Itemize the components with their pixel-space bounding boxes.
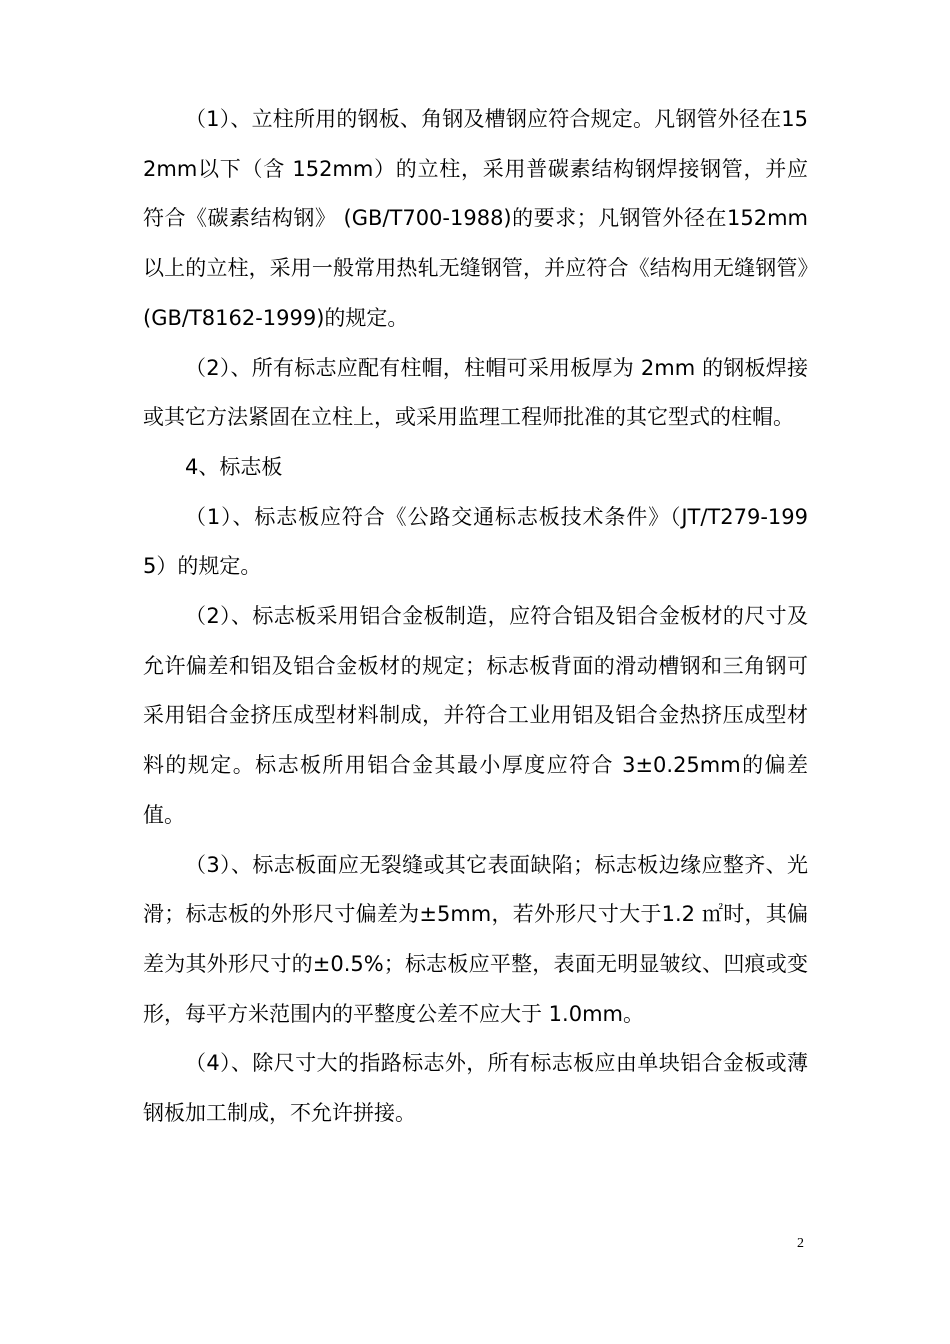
paragraph-column-materials: （1）、立柱所用的钢板、角钢及槽钢应符合规定。凡钢管外径在152mm以下（含 152mm）的立柱，采用普碳素结构钢焊接钢管，并应符合《碳素结构钢》 (GB/T700-1988)的要求；凡钢管外径在152mm 以上的立柱，采用一般常用热轧无缝钢管，并应符合《结构用无缝钢管》(GB/T8162-1999)的规定。: [143, 107, 808, 330]
paragraph-board-surface: （3）、标志板面应无裂缝或其它表面缺陷；标志板边缘应整齐、光滑；标志板的外形尺寸偏差为±5mm，若外形尺寸大于1.2 ㎡时，其偏差为其外形尺寸的±0.5%；标志板应平整，表面无明显皱纹、凹痕或变形，每平方米范围内的平整度公差不应大于 1.0mm。: [143, 852, 808, 1026]
paragraph-board-fabrication: （4）、除尺寸大的指路标志外，所有标志板应由单块铝合金板或薄钢板加工制成，不允许拼接。: [143, 1051, 808, 1126]
paragraph-board-standard: （1）、标志板应符合《公路交通标志板技术条件》（JT/T279-1995）的规定。: [143, 504, 808, 579]
page-number: 2: [797, 1236, 804, 1251]
paragraph-board-material: （2）、标志板采用铝合金板制造，应符合铝及铝合金板材的尺寸及允许偏差和铝及铝合金板材的规定；标志板背面的滑动槽钢和三角钢可采用铝合金挤压成型材料制成，并符合工业用铝及铝合金热挤压成型材料的规定。标志板所用铝合金其最小厚度应符合 3±0.25mm的偏差值。: [143, 604, 808, 827]
section-heading-sign-board: 4、标志板: [185, 454, 283, 479]
document-body: [143, 95, 808, 1139]
paragraph-column-caps: （2）、所有标志应配有柱帽，柱帽可采用板厚为 2mm 的钢板焊接或其它方法紧固在立柱上，或采用监理工程师批准的其它型式的柱帽。: [143, 355, 808, 430]
